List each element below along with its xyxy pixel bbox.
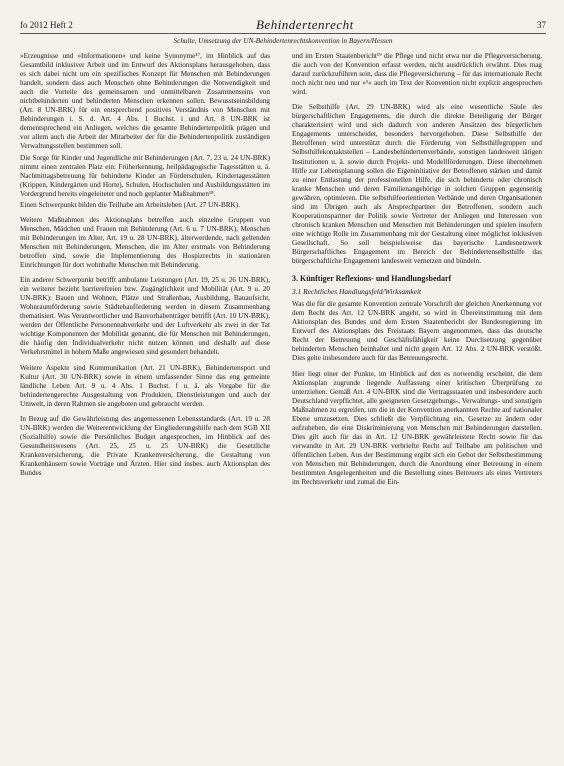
- issue-label: fo 2012 Heft 2: [20, 20, 73, 30]
- paragraph: Ein anderer Schwerpunkt betrifft ambulante Leistungen (Art. 19, 25 u. 26 UN-BRK), ein weiterer bezieht barrierefreien bzw. Zugänglichkeit und Mobilität (Art. 9 u. 20 UN-BRK): Bauen und Wohnen, Plätze und Straßenbau, Ausbildung, Bauaufsicht, Wohnraumförderung sowie Städtebauförderung werden in diesem Zusammenhang thematisiert. Was Verantwortlicher und Bauvorhabenträger betrifft (Art. 10 UN-BRK), werden der Öffentliche Personennahverkehr und der Luftverkehr als zwei in der Tat wichtige Komponenten der Mobilität genannt, die für Menschen mit Behinderungen, die häufig den Individualverkehr nicht nutzen können und deshalb auf diese Verkehrsmittel in hohem Maße angewiesen sind gesondert behandelt.: [20, 276, 270, 357]
- paragraph: Die Selbsthilfe (Art. 29 UN-BRK) wird als eine wesentliche Säule des bürgerschaftlichen Engagements, die durch die direkte Beteiligung der Bürger charakterisiert wird und sich dadurch von anderen Ansätzen des bürgerlichen Engagements unterscheidet, besonders hervorgehoben. Diese Selbsthilfe der Betroffenen wird unterstützt durch die Förderung von Selbsthilfegruppen und Selbsthilfekontaktstellen – Landesbehindertenverbände, sonstigen landesweit tätigen Institutionen u. ä. sowie durch Projekt- und Modellförderungen. Diese übernehmen Hilfe zur Lebensplanung sollen die Eigeninitiative der Betroffenen stärken und damit zu einer Entlastung der professionellen Hilfe, die sich behinderte oder chronisch kranke Menschen und deren Familienangehörige in solchen Gruppen gegenseitig gewähren, optimieren. Die selbsthilfeorientierten Verbände und deren Organisationen sind im Übrigen auch als Ansprechpartner der Betroffenen, sondern auch Kooperationspartner der Politik sowie Vertreter der Anliegen und Interessen von chronisch kranken Menschen und Menschen mit Behinderungen und spielen insofern eine wichtige Rolle im Zusammenhang mit der Gestaltung einer möglichst inklusiven Gesellschaft. So soll beispielsweise das bayerische Landesnetzwerk Bürgerschaftliches Engagement im Bereich der Behindertenselbsthilfe das bürgerschaftliche Engagement landesweit vernetzen und bündeln.: [292, 103, 542, 266]
- right-column: [292, 52, 542, 489]
- left-column: [20, 52, 270, 480]
- article-subtitle: Schulte, Umsetzung der UN-Behindertenrechtskonvention in Bayern/Hessen: [173, 37, 393, 45]
- paragraph: Hier liegt einer der Punkte, im Hinblick auf den es notwendig erscheint, die dem Aktionsplan zugrunde liegende Auffassung einer kritischen Überprüfung zu unterziehen. Gemäß Art. 4 UN-BRK sind die Vertragsstaaten und insbesondere auch Deutschland verpflichtet, alle geeigneten Gesetzgebungs-, Verwaltungs- und sonstigen Maßnahmen zu ergreifen, um die in der Konvention anerkannten Rechte auf nationaler Ebene umzusetzen. Dies schließt die Verpflichtung ein, Gesetze zu ändern oder aufzuheben, die eine Diskriminierung von Menschen mit Behinderungen darstellen. Dies gilt auch für das in Art. 12 UN-BRK gewährleistete Recht sowie für das verwandte in Art. 29 UN-BRK verbriefte Recht auf Teilhabe am politischen und öffentlichen Leben. Aus der Bestimmung ergibt sich ein Gebot der Selbstbestimmung von Menschen mit Behinderungen, durch die Anordnung einer Betreuung in einem bestimmten Angelegenheiten und die Bestellung eines Betreuers als eines Vertreters im Rechtsverkehr und zumal die Ein-: [292, 369, 542, 487]
- paragraph: Die Sorge für Kinder und Jugendliche mit Behinderungen (Art. 7, 23 u. 24 UN-BRK) nimmt einen zentralen Platz ein: Früherkennung, heilpädagogische Tagesstätten u. ä. Nachmittagsbetreuung für behinderte Kinder an Förderschulen, Kindertagesstätten (Krippen, Kindergärten und Horte), Schulen, Hochschulen und Ausbildungsstätten im Vordergrund bereits eingeleiteter und noch geplanter Maßnahmen¹⁸.: [20, 153, 270, 198]
- subsection-heading: 3.1 Rechtliches Handlungsfeld/Wirksamkeit: [292, 287, 422, 297]
- page-number: 37: [536, 20, 546, 30]
- paragraph: und im Ersten Staatenbericht¹⁹ die Pflege und nicht etwa nur die Pflegeversicherung, die auch von der Konvention erfasst werden, nicht ausdrücklich erwähnt. Dies mag darauf zurückzuführen sein, dass die Pflegeversicherung – für das internationale Recht noch nicht neu und nur »¹« auch im Text der Konvention nicht explizit angesprochen wird.: [292, 52, 542, 97]
- section-heading: 3. Künftiger Reflexions- und Handlungsbedarf: [292, 274, 452, 284]
- paragraph: In Bezug auf die Gewährleistung des angemessenen Lebensstandards (Art. 19 u. 28 UN-BRK) werden die Weiterentwicklung der Eingliederungshilfe nach dem SGB XII (Sozialhilfe) sowie die Persönliches Budget angesprochen, im Hinblick auf des Gesundheitswesens (Art. 25, 25 u. 25 UN-BRK) die Gesetzliche Krankenversicherung, die Private Krankenversicherung, die Gestaltung von Krankenhäusern sowie Vorträge und Ärzten. Hier sind insbes. auch Aktionsplan des Bundes: [20, 414, 270, 478]
- journal-title: Behindertenrecht: [255, 17, 354, 32]
- running-header: [20, 14, 546, 34]
- paragraph: Weitere Aspekte sind Kommunikation (Art. 21 UN-BRK), Behindertensport und Kultur (Art. 30 UN-BRK) sowie in einem umfassender Sinne das eng gemeinte ländliche Leben Art. 9 u. 4 Abs. 1 Buchst. f u. ä. als Vorgabe für die behindertengerechte Ausgestaltung von Produkten, Dienstleistungen und auch der Umwelt, in deren Rahmen sie angeboten und gebraucht werden.: [20, 363, 270, 408]
- paragraph: »Erzeugnisse und »Informationen« und keine Synonyme¹⁷, im Hinblick auf das Gesamtbild inklusiver Arbeit und im Entwurf des Aktionsplans herausgehoben, dass es sich dabei nicht um ein spezifisches Konzept für Menschen mit Behinderungen handelt, sondern dass auch Menschen ohne Behinderungen die Notwendigkeit und auch die Vorteile des gemeinsamen und unmittelbaren Zusammenseins von nichtbehinderten und behinderten Menschen erkennen sollen. Bewusstseinsbildung (Art. 8 UN-BRK) für ein entsprechend positives Verständnis von Menschen mit Behinderungen i. S. d. Art. 4 Abs. 1 Buchst. i und Art. 8 UN-BRK ist dementsprechend ein Anliegen, welches die gesamte Behindertenpolitik prägen und vor allem auch die Arbeit der Mitarbeiter der für die Behindertenpolitik zuständigen Verwaltungsstellen bestimmen soll.: [20, 52, 270, 151]
- paragraph: Einen Schwerpunkt bilden die Teilhabe am Arbeitsleben (Art. 27 UN-BRK).: [20, 200, 240, 209]
- paragraph: Weitere Maßnahmen des Aktionsplans betreffen auch einzelne Gruppen von Menschen, Mädchen und Frauen mit Behinderung (Art. 6 u. 7 UN-BRK), Menschen mit Behinderungen im Alter, Art. 19 u. 28 UN-BRK), älterwerdende, nach geltenden Menschen mit Behinderungen, Menschen, die im Alter erstmals von Behinderung betroffen sind, sowie die Implementierung des Hospizrechts in stationären Einrichtungen für dort wohnhafte Menschen mit Behinderung.: [20, 215, 270, 270]
- paragraph: Was die für die gesamte Konvention zentrale Vorschrift der gleichen Anerkennung vor dem Recht des Art. 12 UN-BRK angeht, so wird in Übereinstimmung mit dem Aktionsplan des Bundes und dem Ersten Staatenbericht der Bundesregierung im Entwurf des Aktionsplans des Freistaats Bayern angenommen, dass das deutsche Recht der Betreuung und Geschäftsfähigkeit keine Durchsetzung gegenüber behinderten Menschen beinhaltet und nicht gegen Art. 12 Abs. 2 UN-BRK verstößt. Dies gelte insbesondere auch für das Betreuungsrecht.: [292, 300, 542, 363]
